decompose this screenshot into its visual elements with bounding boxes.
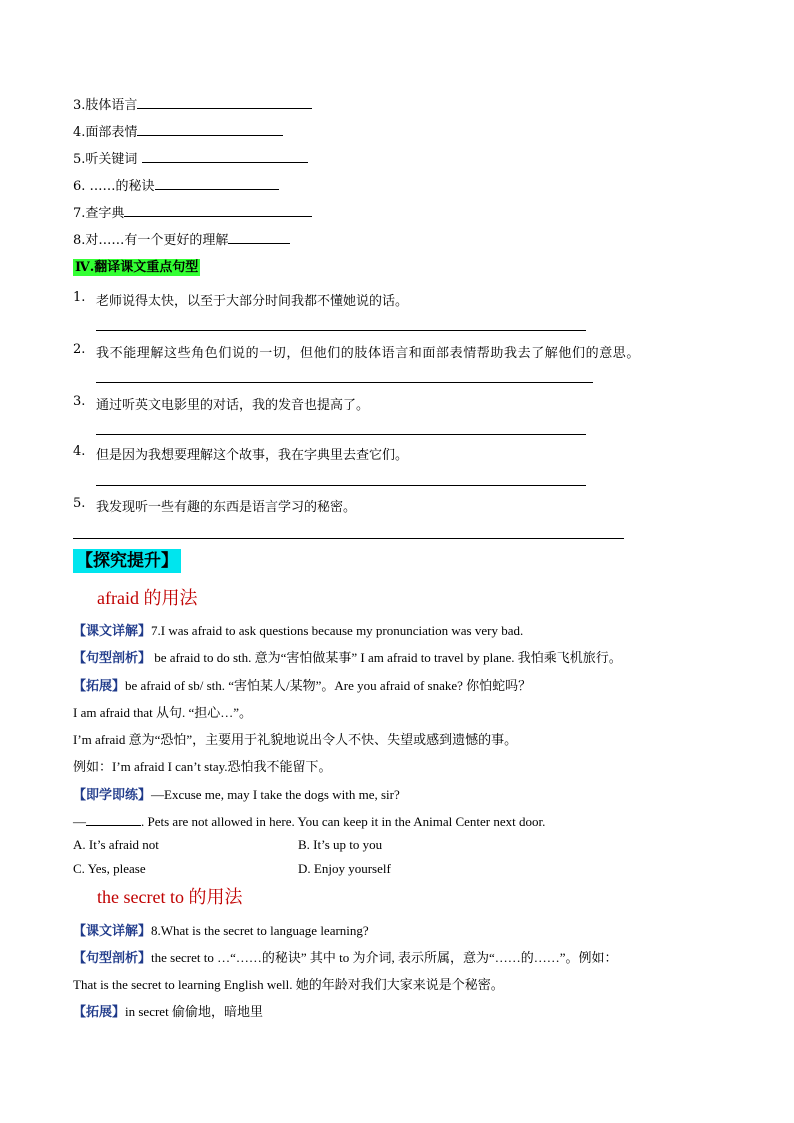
answer-line[interactable] xyxy=(73,538,624,539)
tag-label: 【句型剖析】 xyxy=(73,651,152,666)
vocab-label: 8.对……有一个更好的理解 xyxy=(73,233,229,248)
answer-blank[interactable] xyxy=(228,230,290,244)
vocab-item xyxy=(73,176,279,196)
option-d[interactable]: D. Enjoy yourself xyxy=(298,861,391,876)
vocab-label: 5.听关键词 xyxy=(73,152,142,167)
section-title xyxy=(73,259,200,277)
text-line: That is the secret to learning English well. 她的年龄对我们大家来说是个秘密。 xyxy=(73,977,504,992)
line-text: be afraid of sb/ sth. “害怕某人/某物”。Are you afraid of snake? 你怕蛇吗？ xyxy=(125,678,532,693)
answer-blank[interactable] xyxy=(142,149,308,163)
answer-line[interactable] xyxy=(96,485,586,486)
line-text: —Excuse me, may I take the dogs with me, sir? xyxy=(151,787,400,802)
answer-blank[interactable] xyxy=(137,95,312,109)
option-b[interactable]: B. It’s up to you xyxy=(298,837,383,852)
vocab-item xyxy=(73,203,312,223)
usage-heading-en: afraid xyxy=(97,588,144,608)
usage-heading xyxy=(97,886,242,909)
item-number: 5. xyxy=(73,496,86,511)
line-text: . Pets are not allowed in here. You can keep it in the Animal Center next door. xyxy=(141,814,546,829)
tag-label: 【课文详解】 xyxy=(73,924,152,939)
sentence-text: 我发现听一些有趣的东西是语言学习的秘密。 xyxy=(96,500,357,515)
text-line xyxy=(73,949,618,968)
item-number: 1. xyxy=(73,290,86,305)
text-line xyxy=(73,677,531,696)
answer-line[interactable] xyxy=(96,330,586,331)
answer-blank[interactable] xyxy=(124,203,312,217)
text-line xyxy=(73,922,369,941)
answer-blank[interactable] xyxy=(137,122,283,136)
answer-line[interactable] xyxy=(96,382,593,383)
usage-heading-cn: 的用法 xyxy=(188,887,243,908)
vocab-item xyxy=(73,122,283,142)
vocab-label: 3.肢体语言 xyxy=(73,98,138,113)
sentence-text: 老师说得太快，以至于大部分时间我都不懂她说的话。 xyxy=(96,294,409,309)
text-line xyxy=(73,622,523,641)
text-line xyxy=(73,1003,263,1022)
text-line: I am afraid that 从句. “担心…”。 xyxy=(73,705,253,720)
section-title-text: Ⅳ.翻译课文重点句型 xyxy=(75,260,199,275)
vocab-label: 4.面部表情 xyxy=(73,125,138,140)
line-text: the secret to …“……的秘诀” 其中 to 为介词, 表示所属，意为“……的……”。例如： xyxy=(151,950,618,965)
dash: — xyxy=(73,814,86,829)
item-number: 2. xyxy=(73,342,86,357)
explore-title xyxy=(73,549,181,575)
explore-title-text: 【探究提升】 xyxy=(73,549,181,573)
tag-label: 【句型剖析】 xyxy=(73,951,152,966)
text-line: 例如：I’m afraid I can’t stay.恐怕我不能留下。 xyxy=(73,759,332,774)
item-number: 4. xyxy=(73,444,86,459)
answer-blank[interactable] xyxy=(155,176,279,190)
line-text: be afraid to do sth. 意为“害怕做某事” I am afraid to travel by plane. 我怕乘飞机旅行。 xyxy=(151,650,622,665)
text-line xyxy=(73,649,622,668)
option-a[interactable]: A. It’s afraid not xyxy=(73,837,159,852)
tag-label: 【拓展】 xyxy=(73,1005,126,1020)
usage-heading-en: the secret to xyxy=(97,887,189,907)
line-text: in secret 偷偷地，暗地里 xyxy=(125,1004,263,1019)
usage-heading-cn: 的用法 xyxy=(143,588,198,609)
answer-blank[interactable] xyxy=(86,812,141,826)
tag-label: 【课文详解】 xyxy=(73,624,152,639)
vocab-item xyxy=(73,149,308,169)
tag-label: 【拓展】 xyxy=(73,679,126,694)
line-text: 8.What is the secret to language learning? xyxy=(151,923,369,938)
sentence-text: 我不能理解这些角色们说的一切，但他们的肢体语言和面部表情帮助我去了解他们的意思。 xyxy=(96,346,641,361)
sentence-text: 通过听英文电影里的对话，我的发音也提高了。 xyxy=(96,398,370,413)
tag-label: 【即学即练】 xyxy=(73,788,152,803)
usage-heading xyxy=(97,587,197,610)
option-c[interactable]: C. Yes, please xyxy=(73,861,146,876)
text-line: I’m afraid 意为“恐怕”，主要用于礼貌地说出令人不快、失望或感到遗憾的事。 xyxy=(73,732,518,747)
vocab-label: 7.查字典 xyxy=(73,206,125,221)
text-line xyxy=(73,786,400,805)
vocab-item xyxy=(73,95,312,115)
vocab-item xyxy=(73,230,290,250)
text-line xyxy=(73,812,545,831)
item-number: 3. xyxy=(73,394,86,409)
line-text: 7.I was afraid to ask questions because my pronunciation was very bad. xyxy=(151,623,524,638)
answer-line[interactable] xyxy=(96,434,586,435)
vocab-label: 6. ……的秘诀 xyxy=(73,179,155,194)
sentence-text: 但是因为我想要理解这个故事，我在字典里去查它们。 xyxy=(96,448,409,463)
